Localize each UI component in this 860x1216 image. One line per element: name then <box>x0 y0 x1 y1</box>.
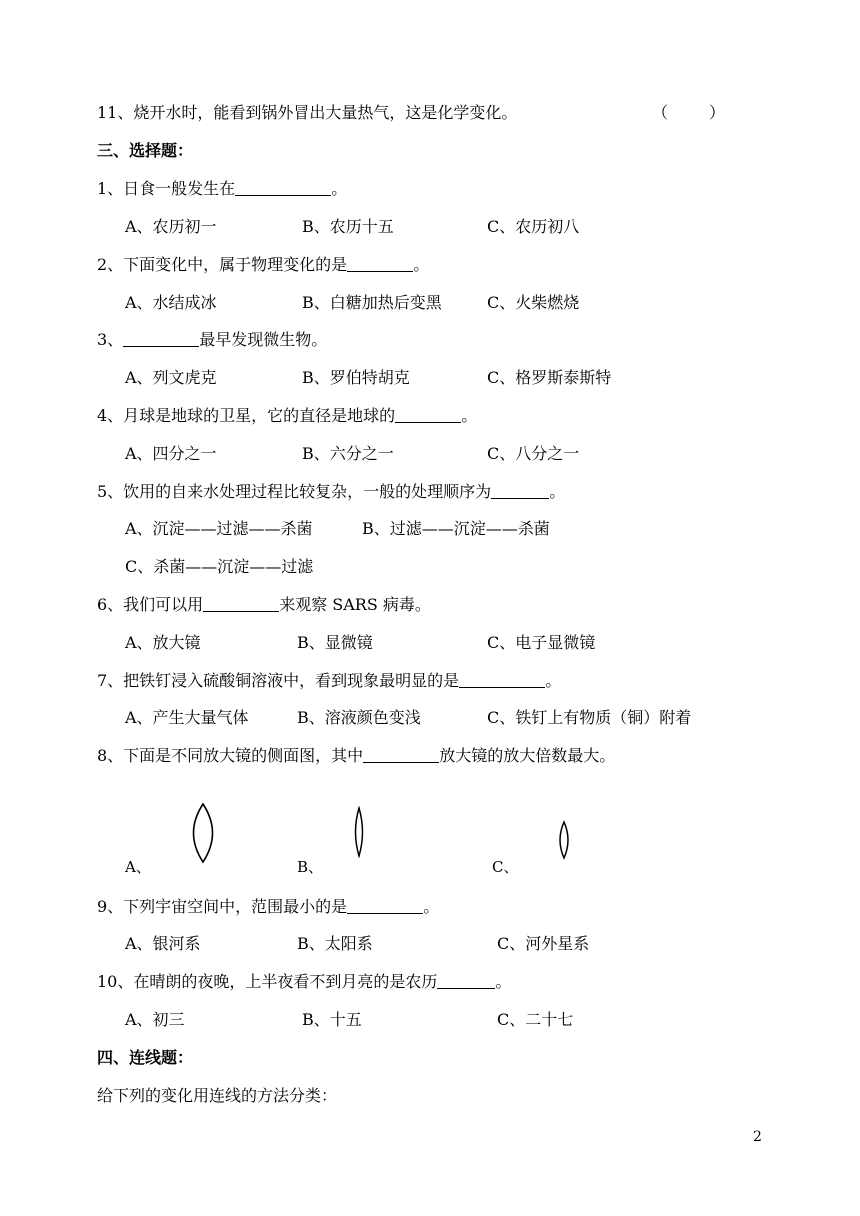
option-b: B、显微镜 <box>297 633 373 652</box>
option-a: A、产生大量气体 <box>125 708 249 727</box>
question-11: 11、烧开水时，能看到锅外冒出大量热气，这是化学变化。 <box>97 103 518 122</box>
option-a: A、银河系 <box>125 934 201 953</box>
question-8: 8、下面是不同放大镜的侧面图，其中 放大镜的放大倍数最大。 <box>97 746 616 765</box>
question-5: 5、饮用的自来水处理过程比较复杂，一般的处理顺序为 。 <box>97 482 566 501</box>
answer-blank[interactable] <box>395 406 461 423</box>
section-4-title: 四、连线题： <box>97 1048 194 1067</box>
option-c: C、农历初八 <box>487 217 580 236</box>
question-1: 1、日食一般发生在 。 <box>97 179 348 198</box>
option-a: A、初三 <box>125 1010 185 1029</box>
page-number: 2 <box>753 1129 762 1145</box>
answer-blank[interactable] <box>123 330 199 347</box>
answer-paren-close: ） <box>709 103 726 122</box>
option-a: A、列文虎克 <box>125 368 217 387</box>
question-6: 6、我们可以用 来观察 SARS 病毒。 <box>97 595 431 614</box>
option-c: C、二十七 <box>497 1010 574 1029</box>
question-7: 7、把铁钉浸入硫酸铜溶液中，看到现象最明显的是 。 <box>97 671 562 690</box>
option-b: B、六分之一 <box>302 444 394 463</box>
option-c: C、八分之一 <box>487 444 580 463</box>
option-b: B、太阳系 <box>297 934 373 953</box>
lens-a-icon <box>186 802 220 864</box>
option-b: B、罗伯特胡克 <box>302 368 410 387</box>
option-a: A、四分之一 <box>125 444 217 463</box>
option-b: B、过滤——沉淀——杀菌 <box>362 519 550 538</box>
answer-blank[interactable] <box>347 897 423 914</box>
question-3: 3、 最早发现微生物。 <box>97 330 328 349</box>
option-c: C、电子显微镜 <box>487 633 596 652</box>
answer-blank[interactable] <box>203 595 279 612</box>
answer-blank[interactable] <box>437 972 495 989</box>
option-c: C、格罗斯泰斯特 <box>487 368 612 387</box>
option-b: B、农历十五 <box>302 217 394 236</box>
option-c: C、 <box>492 858 519 876</box>
question-9: 9、下列宇宙空间中，范围最小的是 。 <box>97 897 440 916</box>
question-10: 10、在晴朗的夜晚，上半夜看不到月亮的是农历 。 <box>97 972 512 991</box>
lens-c-icon <box>556 820 572 860</box>
question-4: 4、月球是地球的卫星，它的直径是地球的 。 <box>97 406 478 425</box>
option-a: A、放大镜 <box>125 633 201 652</box>
option-b: B、 <box>297 858 324 876</box>
answer-blank[interactable] <box>491 482 549 499</box>
lens-b-icon <box>352 806 366 858</box>
option-a: A、农历初一 <box>125 217 217 236</box>
section-4-instruction: 给下列的变化用连线的方法分类： <box>97 1086 338 1105</box>
section-3-title: 三、选择题： <box>97 141 194 160</box>
question-2: 2、下面变化中，属于物理变化的是 。 <box>97 255 430 274</box>
answer-blank[interactable] <box>363 746 439 763</box>
option-b: B、十五 <box>302 1010 362 1029</box>
answer-blank[interactable] <box>347 255 413 272</box>
option-a: A、水结成冰 <box>125 293 217 312</box>
answer-blank[interactable] <box>459 671 545 688</box>
answer-paren-open: （ <box>652 103 669 122</box>
option-c: C、河外星系 <box>497 934 590 953</box>
option-c: C、铁钉上有物质（铜）附着 <box>487 708 692 727</box>
option-a: A、 <box>125 858 151 876</box>
option-a: A、沉淀——过滤——杀菌 <box>125 519 313 538</box>
option-c: C、杀菌——沉淀——过滤 <box>125 557 314 576</box>
answer-blank[interactable] <box>235 179 331 196</box>
option-b: B、白糖加热后变黑 <box>302 293 442 312</box>
option-b: B、溶液颜色变浅 <box>297 708 421 727</box>
option-c: C、火柴燃烧 <box>487 293 580 312</box>
